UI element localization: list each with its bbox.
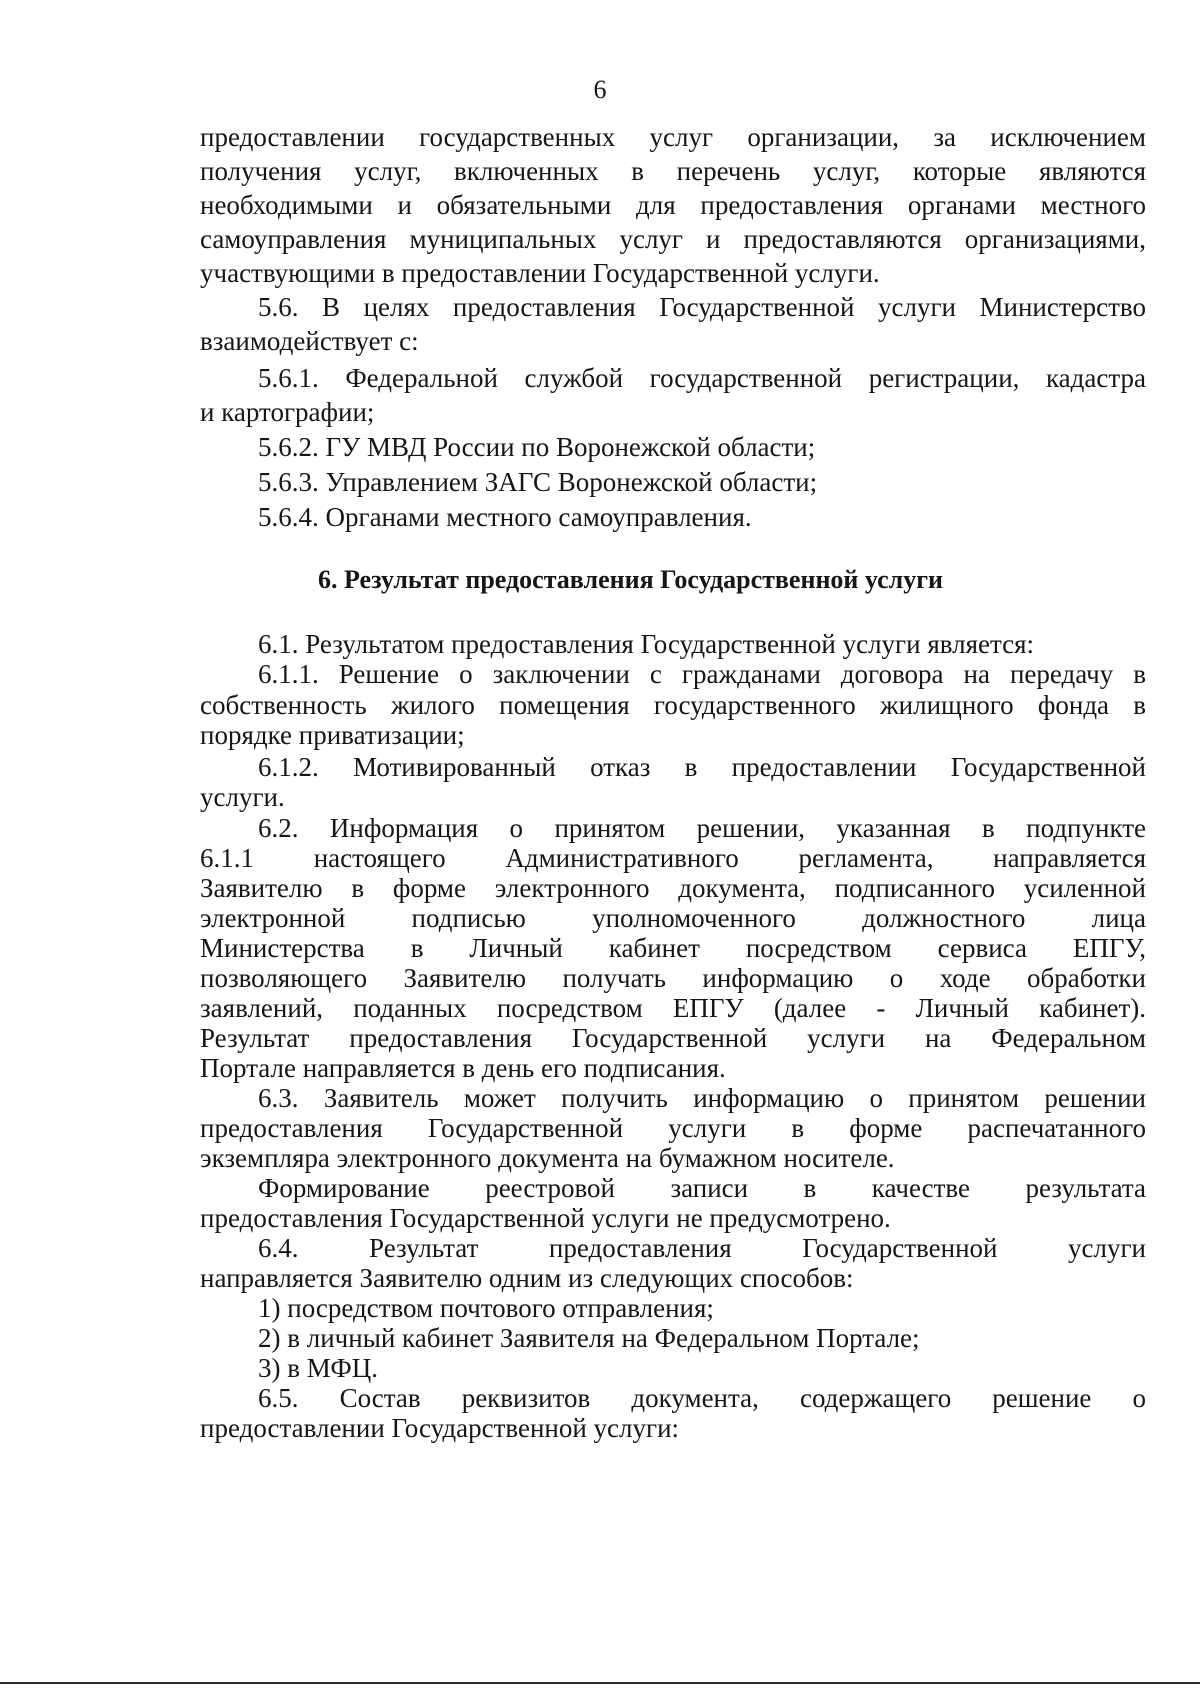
text-line: получения услуг, включенных в перечень услуг, которые являются — [200, 156, 1146, 186]
text-line: 2) в личный кабинет Заявителя на Федеральном Портале; — [258, 1323, 920, 1353]
text-line: взаимодействует с: — [200, 326, 419, 356]
text-line: собственность жилого помещения государственного жилищного фонда в — [200, 690, 1146, 720]
text-line: предоставлении Государственной услуги: — [200, 1413, 680, 1443]
text-line: 6.4. Результат предоставления Государственной услуги — [258, 1233, 1146, 1263]
text-line: и картографии; — [200, 397, 375, 427]
text-line: 6.3. Заявитель может получить информацию о принятом решении — [258, 1083, 1146, 1113]
text-line: позволяющего Заявителю получать информацию о ходе обработки — [200, 963, 1146, 993]
text-line: 6.5. Состав реквизитов документа, содержащего решение о — [258, 1383, 1146, 1413]
text-line: 5.6.2. ГУ МВД России по Воронежской области; — [258, 432, 816, 462]
text-line: 1) посредством почтового отправления; — [258, 1293, 714, 1323]
text-line: 3) в МФЦ. — [258, 1353, 378, 1383]
text-line: предоставлении государственных услуг организации, за исключением — [200, 122, 1146, 152]
text-line: 6.2. Информация о принятом решении, указанная в подпункте — [258, 813, 1146, 843]
page-bottom-rule — [0, 1682, 1200, 1684]
text-line: экземпляра электронного документа на бумажном носителе. — [200, 1143, 895, 1173]
text-line: направляется Заявителю одним из следующих способов: — [200, 1263, 854, 1293]
text-line: 6.1.2. Мотивированный отказ в предоставлении Государственной — [258, 752, 1146, 782]
page-number: 6 — [593, 75, 607, 104]
text-line: 6.1.1. Решение о заключении с гражданами договора на передачу в — [258, 659, 1146, 689]
text-line: порядке приватизации; — [200, 720, 465, 750]
text-line: 6.1. Результатом предоставления Государственной услуги является: — [258, 629, 1035, 659]
text-line: 5.6. В целях предоставления Государственной услуги Министерство — [258, 292, 1146, 322]
text-line: 6.1.1 настоящего Административного регламента, направляется — [200, 843, 1146, 873]
text-line: услуги. — [200, 782, 285, 812]
text-line: заявлений, поданных посредством ЕПГУ (далее - Личный кабинет). — [200, 993, 1146, 1023]
text-line: электронной подписью уполномоченного должностного лица — [200, 903, 1146, 933]
text-line: Результат предоставления Государственной услуги на Федеральном — [200, 1023, 1146, 1053]
text-line: 5.6.4. Органами местного самоуправления. — [258, 502, 752, 532]
text-line: самоуправления муниципальных услуг и предоставляются организациями, — [200, 224, 1146, 254]
text-line: 5.6.3. Управлением ЗАГС Воронежской области; — [258, 467, 818, 497]
text-line: Портале направляется в день его подписания. — [200, 1053, 726, 1083]
text-line: Формирование реестровой записи в качестве результата — [258, 1173, 1146, 1203]
text-line: Заявителю в форме электронного документа, подписанного усиленной — [200, 873, 1146, 903]
text-line: 5.6.1. Федеральной службой государственной регистрации, кадастра — [258, 363, 1146, 393]
text-line: необходимыми и обязательными для предоставления органами местного — [200, 190, 1146, 220]
text-line: участвующими в предоставлении Государственной услуги. — [200, 258, 880, 288]
text-line: предоставления Государственной услуги в форме распечатанного — [200, 1113, 1146, 1143]
text-line: предоставления Государственной услуги не предусмотрено. — [200, 1203, 891, 1233]
section-heading: 6. Результат предоставления Государственной услуги — [318, 565, 944, 594]
text-line: Министерства в Личный кабинет посредством сервиса ЕПГУ, — [200, 933, 1146, 963]
